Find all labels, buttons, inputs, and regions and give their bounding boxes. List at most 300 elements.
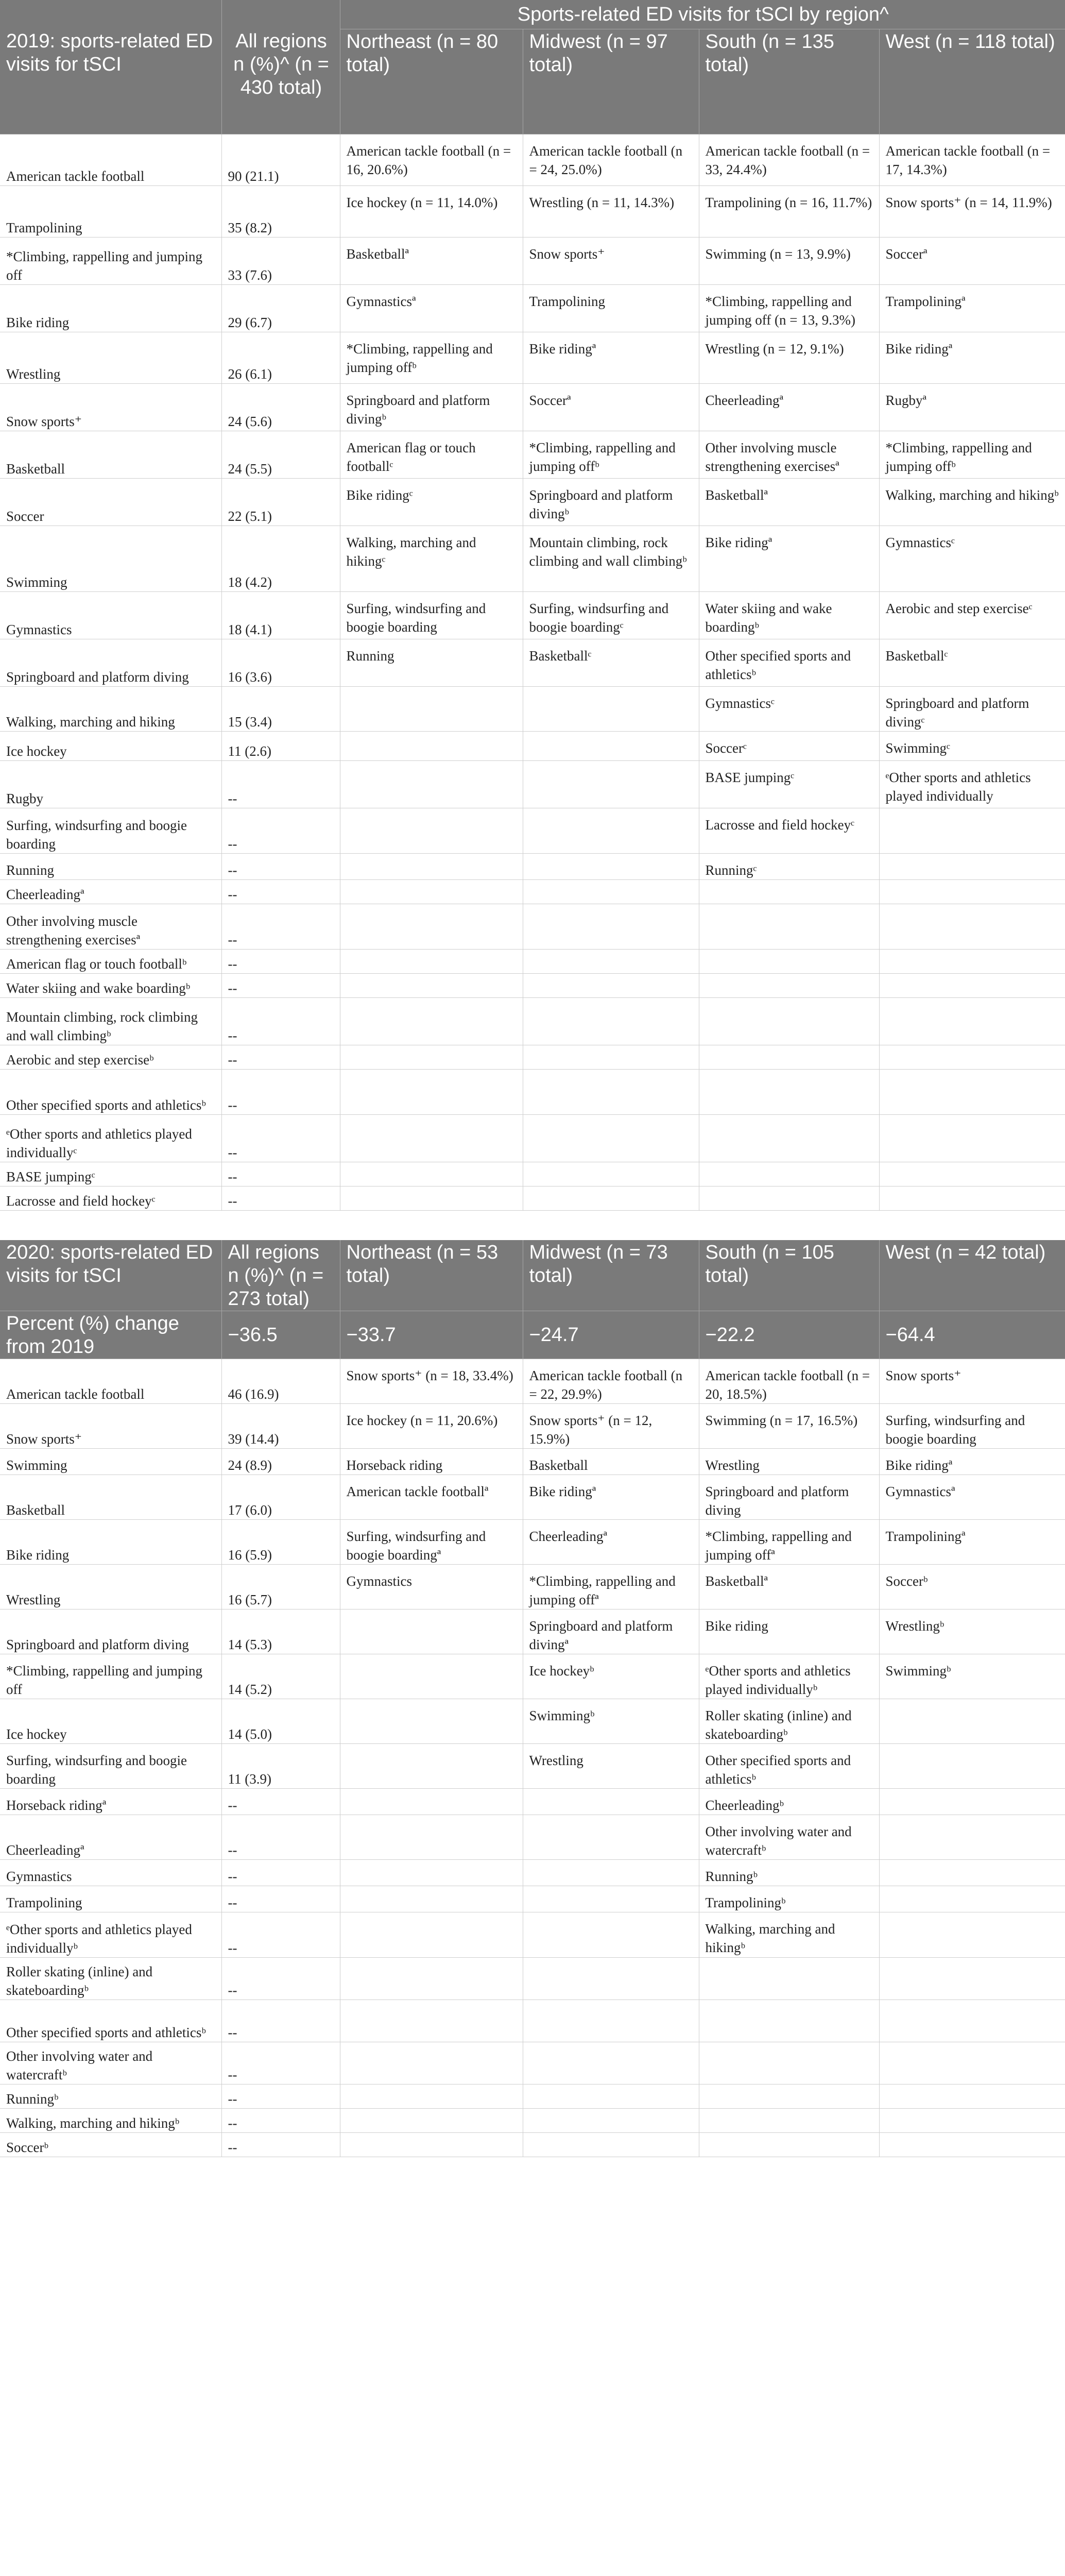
region-cell: Runningᶜ bbox=[699, 853, 879, 879]
table-row bbox=[0, 1609, 1065, 1654]
all-regions-cell: -- bbox=[221, 1788, 340, 1815]
all-regions-cell: -- bbox=[221, 2132, 340, 2157]
region-cell bbox=[340, 1654, 523, 1699]
region-cell: Bike ridingª bbox=[879, 1448, 1065, 1475]
region-cell: Soccerª bbox=[523, 383, 699, 431]
region-cell: Swimmingᵇ bbox=[523, 1699, 699, 1743]
region-cell bbox=[340, 1859, 523, 1886]
region-cell bbox=[523, 1859, 699, 1886]
region-cell bbox=[523, 904, 699, 949]
region-cell: Roller skating (inline) and skateboardingᵇ bbox=[699, 1699, 879, 1743]
sport-name-cell: Wrestling bbox=[0, 1564, 221, 1609]
all-regions-cell: -- bbox=[221, 1069, 340, 1114]
table-row bbox=[0, 2132, 1065, 2157]
region-cell: Aerobic and step exerciseᶜ bbox=[879, 591, 1065, 639]
table-row bbox=[0, 431, 1065, 478]
table-row bbox=[0, 973, 1065, 997]
region-cell bbox=[879, 1743, 1065, 1788]
all-regions-cell: -- bbox=[221, 973, 340, 997]
region-cell bbox=[523, 1069, 699, 1114]
region-cell bbox=[879, 904, 1065, 949]
all-regions-cell: 35 (8.2) bbox=[221, 185, 340, 237]
region-cell bbox=[879, 1999, 1065, 2042]
table-row bbox=[0, 1519, 1065, 1564]
region-cell bbox=[879, 1162, 1065, 1186]
region-cell bbox=[699, 1186, 879, 1210]
region-cell: Other involving water and watercraftᵇ bbox=[699, 1815, 879, 1859]
table-row bbox=[0, 1114, 1065, 1162]
header-2019-northeast: Northeast (n = 80 total) bbox=[340, 29, 523, 134]
all-regions-cell: 39 (14.4) bbox=[221, 1403, 340, 1448]
table-row bbox=[0, 1815, 1065, 1859]
region-cell: Basketballᶜ bbox=[879, 639, 1065, 686]
region-cell bbox=[879, 997, 1065, 1045]
region-cell: Ice hockeyᵇ bbox=[523, 1654, 699, 1699]
region-cell: Springboard and platform diving bbox=[699, 1475, 879, 1519]
region-cell: *Climbing, rappelling and jumping offª bbox=[699, 1519, 879, 1564]
table-row bbox=[0, 383, 1065, 431]
region-cell bbox=[699, 904, 879, 949]
region-cell bbox=[879, 1859, 1065, 1886]
region-cell bbox=[523, 1045, 699, 1069]
region-cell: Cheerleadingª bbox=[699, 383, 879, 431]
table-row bbox=[0, 1788, 1065, 1815]
region-cell: American tackle football (n = 24, 25.0%) bbox=[523, 134, 699, 185]
table-row bbox=[0, 591, 1065, 639]
region-cell: Trampolining (n = 16, 11.7%) bbox=[699, 185, 879, 237]
all-regions-cell: 11 (2.6) bbox=[221, 731, 340, 760]
region-cell bbox=[699, 2084, 879, 2108]
table-row bbox=[0, 332, 1065, 383]
region-cell bbox=[879, 1069, 1065, 1114]
sport-name-cell: Snow sports⁺ bbox=[0, 383, 221, 431]
region-cell bbox=[523, 808, 699, 853]
region-cell bbox=[879, 808, 1065, 853]
region-cell bbox=[523, 1957, 699, 1999]
region-cell bbox=[340, 1957, 523, 1999]
header-2019-west: West (n = 118 total) bbox=[879, 29, 1065, 134]
table-row bbox=[0, 760, 1065, 808]
region-cell bbox=[340, 1699, 523, 1743]
header-2019-title: 2019: sports-related ED visits for tSCI bbox=[0, 0, 221, 134]
all-regions-cell: 16 (5.7) bbox=[221, 1564, 340, 1609]
sport-name-cell: Horseback ridingª bbox=[0, 1788, 221, 1815]
region-cell: Basketballª bbox=[340, 237, 523, 284]
region-cell: Bike ridingª bbox=[523, 1475, 699, 1519]
table-row bbox=[0, 237, 1065, 284]
percent-change-all: −36.5 bbox=[221, 1311, 340, 1359]
region-cell bbox=[879, 1114, 1065, 1162]
table-row bbox=[0, 284, 1065, 332]
sport-name-cell: Running bbox=[0, 853, 221, 879]
region-cell bbox=[879, 2108, 1065, 2132]
all-regions-cell: 16 (5.9) bbox=[221, 1519, 340, 1564]
region-cell bbox=[340, 2084, 523, 2108]
region-cell: Springboard and platform divingᵇ bbox=[523, 478, 699, 526]
region-cell bbox=[699, 1957, 879, 1999]
region-cell: Snow sports⁺ (n = 12, 15.9%) bbox=[523, 1403, 699, 1448]
table-row bbox=[0, 731, 1065, 760]
region-cell: American tackle football (n = 33, 24.4%) bbox=[699, 134, 879, 185]
table-row bbox=[0, 2042, 1065, 2084]
region-cell: Rugbyª bbox=[879, 383, 1065, 431]
sport-name-cell: Water skiing and wake boardingᵇ bbox=[0, 973, 221, 997]
region-cell: Springboard and platform divingᵇ bbox=[340, 383, 523, 431]
region-cell bbox=[699, 1045, 879, 1069]
all-regions-cell: -- bbox=[221, 2108, 340, 2132]
table-row bbox=[0, 1162, 1065, 1186]
region-cell: Surfing, windsurfing and boogie boarding bbox=[340, 591, 523, 639]
all-regions-cell: 33 (7.6) bbox=[221, 237, 340, 284]
region-cell bbox=[340, 808, 523, 853]
percent-change-south: −22.2 bbox=[699, 1311, 879, 1359]
sport-name-cell: Soccerᵇ bbox=[0, 2132, 221, 2157]
region-cell bbox=[340, 1609, 523, 1654]
all-regions-cell: -- bbox=[221, 1912, 340, 1957]
region-cell bbox=[523, 997, 699, 1045]
table-row bbox=[0, 1403, 1065, 1448]
table-row bbox=[0, 1999, 1065, 2042]
table-row bbox=[0, 134, 1065, 185]
region-cell: ᵉOther sports and athletics played individually bbox=[879, 760, 1065, 808]
table-gap bbox=[0, 1211, 1065, 1240]
region-cell bbox=[523, 1186, 699, 1210]
region-cell: Other specified sports and athleticsᵇ bbox=[699, 1743, 879, 1788]
header-2020-northeast: Northeast (n = 53 total) bbox=[340, 1240, 523, 1311]
all-regions-cell: 22 (5.1) bbox=[221, 478, 340, 526]
region-cell: Walking, marching and hikingᶜ bbox=[340, 526, 523, 591]
all-regions-cell: -- bbox=[221, 853, 340, 879]
region-cell: Wrestlingᵇ bbox=[879, 1609, 1065, 1654]
region-cell bbox=[699, 1999, 879, 2042]
table-row bbox=[0, 949, 1065, 973]
table-row bbox=[0, 1654, 1065, 1699]
region-cell: Swimming (n = 13, 9.9%) bbox=[699, 237, 879, 284]
region-cell: Gymnastics bbox=[340, 1564, 523, 1609]
region-cell: Soccerᵇ bbox=[879, 1564, 1065, 1609]
all-regions-cell: 24 (5.5) bbox=[221, 431, 340, 478]
sport-name-cell: Snow sports⁺ bbox=[0, 1403, 221, 1448]
region-cell bbox=[340, 731, 523, 760]
sport-name-cell: Other involving muscle strengthening exercisesª bbox=[0, 904, 221, 949]
all-regions-cell: 18 (4.1) bbox=[221, 591, 340, 639]
region-cell bbox=[699, 2108, 879, 2132]
all-regions-cell: -- bbox=[221, 1886, 340, 1912]
region-cell: Bike ridingᶜ bbox=[340, 478, 523, 526]
region-cell bbox=[523, 1886, 699, 1912]
all-regions-cell: 16 (3.6) bbox=[221, 639, 340, 686]
percent-change-midwest: −24.7 bbox=[523, 1311, 699, 1359]
sport-name-cell: Swimming bbox=[0, 526, 221, 591]
region-cell: *Climbing, rappelling and jumping offᵇ bbox=[340, 332, 523, 383]
region-cell bbox=[523, 879, 699, 904]
table-row bbox=[0, 1859, 1065, 1886]
region-cell bbox=[879, 1957, 1065, 1999]
sport-name-cell: Ice hockey bbox=[0, 731, 221, 760]
region-cell bbox=[340, 2108, 523, 2132]
all-regions-cell: -- bbox=[221, 760, 340, 808]
region-cell: BASE jumpingᶜ bbox=[699, 760, 879, 808]
region-cell bbox=[523, 1788, 699, 1815]
region-cell: Basketballª bbox=[699, 1564, 879, 1609]
sport-name-cell: ᵉOther sports and athletics played individuallyᵇ bbox=[0, 1912, 221, 1957]
region-cell bbox=[879, 1788, 1065, 1815]
sport-name-cell: Trampolining bbox=[0, 1886, 221, 1912]
region-cell bbox=[340, 879, 523, 904]
all-regions-cell: 17 (6.0) bbox=[221, 1475, 340, 1519]
region-cell: Ice hockey (n = 11, 20.6%) bbox=[340, 1403, 523, 1448]
all-regions-cell: 24 (5.6) bbox=[221, 383, 340, 431]
region-cell: Surfing, windsurfing and boogie boardingª bbox=[340, 1519, 523, 1564]
sport-name-cell: Gymnastics bbox=[0, 591, 221, 639]
sport-name-cell: Surfing, windsurfing and boogie boarding bbox=[0, 808, 221, 853]
region-cell bbox=[523, 686, 699, 731]
region-cell: Wrestling bbox=[699, 1448, 879, 1475]
region-cell: *Climbing, rappelling and jumping offᵇ bbox=[879, 431, 1065, 478]
region-cell: Running bbox=[340, 639, 523, 686]
table-row bbox=[0, 185, 1065, 237]
all-regions-cell: -- bbox=[221, 2042, 340, 2084]
all-regions-cell: -- bbox=[221, 1186, 340, 1210]
all-regions-cell: 15 (3.4) bbox=[221, 686, 340, 731]
all-regions-cell: -- bbox=[221, 1815, 340, 1859]
all-regions-cell: -- bbox=[221, 1859, 340, 1886]
region-cell: American tackle football (n = 17, 14.3%) bbox=[879, 134, 1065, 185]
header-2020-title: 2020: sports-related ED visits for tSCI bbox=[0, 1240, 221, 1311]
region-cell: Snow sports⁺ bbox=[523, 237, 699, 284]
region-cell: Bike ridingª bbox=[523, 332, 699, 383]
region-cell bbox=[879, 853, 1065, 879]
region-cell bbox=[523, 760, 699, 808]
region-cell: Swimmingᶜ bbox=[879, 731, 1065, 760]
table-row bbox=[0, 1886, 1065, 1912]
sport-name-cell: Roller skating (inline) and skateboardingᵇ bbox=[0, 1957, 221, 1999]
region-cell bbox=[340, 1788, 523, 1815]
region-cell bbox=[699, 1162, 879, 1186]
region-cell: Basketballᶜ bbox=[523, 639, 699, 686]
region-cell bbox=[340, 686, 523, 731]
region-cell bbox=[699, 997, 879, 1045]
all-regions-cell: -- bbox=[221, 1999, 340, 2042]
all-regions-cell: 18 (4.2) bbox=[221, 526, 340, 591]
region-cell: *Climbing, rappelling and jumping offᵇ bbox=[523, 431, 699, 478]
region-cell bbox=[879, 1886, 1065, 1912]
region-cell bbox=[879, 973, 1065, 997]
region-cell: Springboard and platform divingª bbox=[523, 1609, 699, 1654]
header-2020-midwest: Midwest (n = 73 total) bbox=[523, 1240, 699, 1311]
table-row bbox=[0, 1699, 1065, 1743]
sport-name-cell: Other specified sports and athleticsᵇ bbox=[0, 1069, 221, 1114]
region-cell bbox=[879, 1699, 1065, 1743]
all-regions-cell: -- bbox=[221, 904, 340, 949]
region-cell: Surfing, windsurfing and boogie boarding bbox=[879, 1403, 1065, 1448]
region-cell bbox=[879, 2042, 1065, 2084]
region-cell bbox=[523, 973, 699, 997]
region-cell: *Climbing, rappelling and jumping off (n = 13, 9.3%) bbox=[699, 284, 879, 332]
region-cell: Gymnasticsª bbox=[340, 284, 523, 332]
region-cell: Walking, marching and hikingᵇ bbox=[699, 1912, 879, 1957]
table-row bbox=[0, 1743, 1065, 1788]
sport-name-cell: Gymnastics bbox=[0, 1859, 221, 1886]
percent-change-label: Percent (%) change from 2019 bbox=[0, 1311, 221, 1359]
all-regions-cell: 14 (5.0) bbox=[221, 1699, 340, 1743]
region-cell bbox=[523, 1114, 699, 1162]
table-2019-body bbox=[0, 134, 1065, 1210]
region-cell: Gymnasticsª bbox=[879, 1475, 1065, 1519]
all-regions-cell: -- bbox=[221, 879, 340, 904]
region-cell: Cheerleadingª bbox=[523, 1519, 699, 1564]
all-regions-cell: -- bbox=[221, 997, 340, 1045]
region-cell bbox=[879, 2084, 1065, 2108]
region-cell bbox=[340, 1045, 523, 1069]
region-cell bbox=[879, 2132, 1065, 2157]
region-cell bbox=[340, 853, 523, 879]
region-cell: Walking, marching and hikingᵇ bbox=[879, 478, 1065, 526]
all-regions-cell: -- bbox=[221, 808, 340, 853]
sport-name-cell: Walking, marching and hiking bbox=[0, 686, 221, 731]
region-cell bbox=[879, 879, 1065, 904]
region-cell: Lacrosse and field hockeyᶜ bbox=[699, 808, 879, 853]
table-2019 bbox=[0, 0, 1065, 1211]
region-cell bbox=[879, 1815, 1065, 1859]
all-regions-cell: -- bbox=[221, 1045, 340, 1069]
region-cell bbox=[879, 1186, 1065, 1210]
region-cell: Mountain climbing, rock climbing and wall climbingᵇ bbox=[523, 526, 699, 591]
sport-name-cell: Basketball bbox=[0, 431, 221, 478]
header-2019-midwest: Midwest (n = 97 total) bbox=[523, 29, 699, 134]
all-regions-cell: -- bbox=[221, 1114, 340, 1162]
all-regions-cell: 90 (21.1) bbox=[221, 134, 340, 185]
region-cell bbox=[699, 1069, 879, 1114]
table-row bbox=[0, 526, 1065, 591]
table-row bbox=[0, 879, 1065, 904]
region-cell bbox=[699, 2042, 879, 2084]
sport-name-cell: Mountain climbing, rock climbing and wall climbingᵇ bbox=[0, 997, 221, 1045]
region-cell bbox=[699, 949, 879, 973]
table-row bbox=[0, 853, 1065, 879]
header-2020-south: South (n = 105 total) bbox=[699, 1240, 879, 1311]
sport-name-cell: Runningᵇ bbox=[0, 2084, 221, 2108]
all-regions-cell: 11 (3.9) bbox=[221, 1743, 340, 1788]
region-cell: ᵉOther sports and athletics played individuallyᵇ bbox=[699, 1654, 879, 1699]
region-cell: American flag or touch footballᶜ bbox=[340, 431, 523, 478]
header-2020-all-regions: All regions n (%)^ (n = 273 total) bbox=[221, 1240, 340, 1311]
region-cell bbox=[523, 2132, 699, 2157]
region-cell: Other specified sports and athleticsᵇ bbox=[699, 639, 879, 686]
region-cell: Snow sports⁺ (n = 14, 11.9%) bbox=[879, 185, 1065, 237]
region-cell bbox=[523, 2042, 699, 2084]
region-cell: Snow sports⁺ (n = 18, 33.4%) bbox=[340, 1359, 523, 1403]
region-cell: Surfing, windsurfing and boogie boardingᶜ bbox=[523, 591, 699, 639]
table-row bbox=[0, 1448, 1065, 1475]
region-cell bbox=[340, 1999, 523, 2042]
sport-name-cell: *Climbing, rappelling and jumping off bbox=[0, 1654, 221, 1699]
region-cell: Basketballª bbox=[699, 478, 879, 526]
sport-name-cell: Rugby bbox=[0, 760, 221, 808]
region-cell bbox=[523, 853, 699, 879]
region-cell bbox=[340, 1069, 523, 1114]
region-cell: Ice hockey (n = 11, 14.0%) bbox=[340, 185, 523, 237]
region-cell: Wrestling bbox=[523, 1743, 699, 1788]
region-cell: Soccerª bbox=[879, 237, 1065, 284]
region-cell bbox=[523, 1912, 699, 1957]
region-cell bbox=[523, 731, 699, 760]
region-cell: Bike ridingª bbox=[699, 526, 879, 591]
region-cell bbox=[340, 973, 523, 997]
table-2020 bbox=[0, 1240, 1065, 2157]
table-row bbox=[0, 2108, 1065, 2132]
sport-name-cell: Soccer bbox=[0, 478, 221, 526]
all-regions-cell: -- bbox=[221, 1957, 340, 1999]
sport-name-cell: Trampolining bbox=[0, 185, 221, 237]
table-2020-body bbox=[0, 1359, 1065, 2157]
region-cell bbox=[340, 1186, 523, 1210]
region-cell bbox=[340, 1912, 523, 1957]
region-cell bbox=[879, 1045, 1065, 1069]
sport-name-cell: Other involving water and watercraftᵇ bbox=[0, 2042, 221, 2084]
table-row bbox=[0, 2084, 1065, 2108]
region-cell: Trampoliningª bbox=[879, 1519, 1065, 1564]
region-cell bbox=[340, 997, 523, 1045]
all-regions-cell: 14 (5.3) bbox=[221, 1609, 340, 1654]
region-cell: Wrestling (n = 12, 9.1%) bbox=[699, 332, 879, 383]
table-row bbox=[0, 1475, 1065, 1519]
region-cell: Gymnasticsᶜ bbox=[879, 526, 1065, 591]
region-cell bbox=[340, 760, 523, 808]
table-row bbox=[0, 1957, 1065, 1999]
sport-name-cell: American tackle football bbox=[0, 1359, 221, 1403]
sport-name-cell: Walking, marching and hikingᵇ bbox=[0, 2108, 221, 2132]
sport-name-cell: *Climbing, rappelling and jumping off bbox=[0, 237, 221, 284]
header-2019-south: South (n = 135 total) bbox=[699, 29, 879, 134]
region-cell bbox=[699, 973, 879, 997]
all-regions-cell: 46 (16.9) bbox=[221, 1359, 340, 1403]
region-cell: American tackle footballª bbox=[340, 1475, 523, 1519]
table-row bbox=[0, 808, 1065, 853]
all-regions-cell: 24 (8.9) bbox=[221, 1448, 340, 1475]
region-cell: Bike ridingª bbox=[879, 332, 1065, 383]
region-cell bbox=[879, 1912, 1065, 1957]
region-cell: Runningᵇ bbox=[699, 1859, 879, 1886]
all-regions-cell: -- bbox=[221, 2084, 340, 2108]
sport-name-cell: American flag or touch footballᵇ bbox=[0, 949, 221, 973]
region-cell bbox=[523, 949, 699, 973]
region-cell: Water skiing and wake boardingᵇ bbox=[699, 591, 879, 639]
region-cell: Wrestling (n = 11, 14.3%) bbox=[523, 185, 699, 237]
table-row bbox=[0, 997, 1065, 1045]
sport-name-cell: Bike riding bbox=[0, 284, 221, 332]
sport-name-cell: Swimming bbox=[0, 1448, 221, 1475]
table-row bbox=[0, 1564, 1065, 1609]
region-cell: American tackle football (n = 20, 18.5%) bbox=[699, 1359, 879, 1403]
region-cell: Trampolining bbox=[523, 284, 699, 332]
sport-name-cell: Other specified sports and athleticsᵇ bbox=[0, 1999, 221, 2042]
region-cell bbox=[340, 2132, 523, 2157]
sport-name-cell: Lacrosse and field hockeyᶜ bbox=[0, 1186, 221, 1210]
percent-change-northeast: −33.7 bbox=[340, 1311, 523, 1359]
region-cell: Bike riding bbox=[699, 1609, 879, 1654]
region-cell bbox=[523, 1815, 699, 1859]
region-cell: Gymnasticsᶜ bbox=[699, 686, 879, 731]
region-cell: Horseback riding bbox=[340, 1448, 523, 1475]
region-cell: Cheerleadingᵇ bbox=[699, 1788, 879, 1815]
header-2019-all-regions: All regions n (%)^ (n = 430 total) bbox=[221, 0, 340, 134]
sport-name-cell: Wrestling bbox=[0, 332, 221, 383]
sport-name-cell: Cheerleadingª bbox=[0, 879, 221, 904]
region-cell bbox=[879, 949, 1065, 973]
sport-name-cell: Aerobic and step exerciseᵇ bbox=[0, 1045, 221, 1069]
table-row bbox=[0, 639, 1065, 686]
